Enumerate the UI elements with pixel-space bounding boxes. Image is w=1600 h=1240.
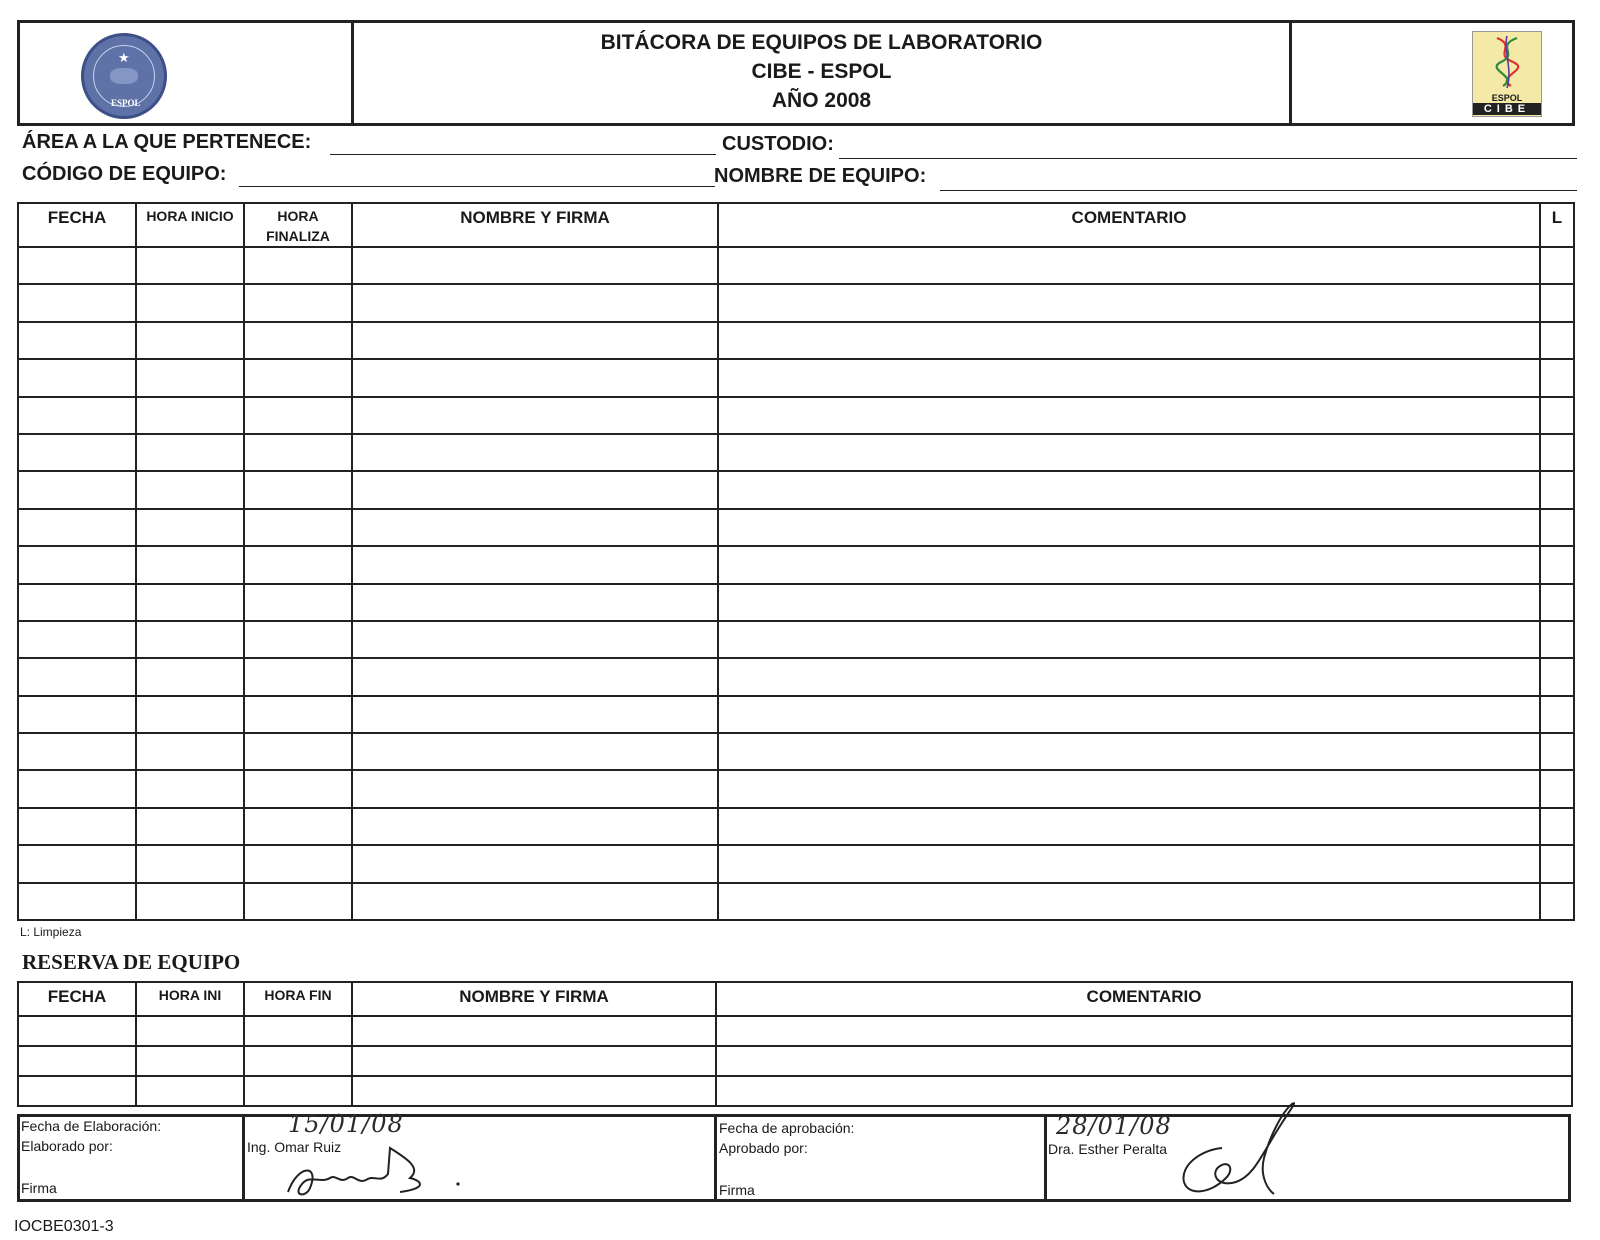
- log-table-cell[interactable]: [136, 509, 244, 546]
- log-table-cell[interactable]: [136, 696, 244, 733]
- log-table-cell[interactable]: [18, 845, 136, 882]
- log-table-cell[interactable]: [1540, 845, 1574, 882]
- log-table-cell[interactable]: [718, 696, 1540, 733]
- cibe-logo-text-bottom: CIBE: [1473, 103, 1541, 115]
- log-table-row: [18, 284, 1574, 321]
- log-table-cell[interactable]: [18, 696, 136, 733]
- approval-divider-3: [1044, 1114, 1047, 1202]
- reservation-table-cell[interactable]: [352, 1016, 716, 1046]
- log-table-cell[interactable]: [244, 696, 352, 733]
- log-table-cell[interactable]: [136, 658, 244, 695]
- log-table-cell[interactable]: [244, 770, 352, 807]
- firma-label-right: Firma: [719, 1182, 755, 1198]
- star-icon: ★: [118, 50, 130, 65]
- log-table-row: [18, 509, 1574, 546]
- log-table-cell[interactable]: [1540, 397, 1574, 434]
- col-comentario: COMENTARIO: [718, 203, 1540, 247]
- log-table-cell[interactable]: [718, 509, 1540, 546]
- log-table-cell[interactable]: [18, 397, 136, 434]
- log-table-cell[interactable]: [718, 845, 1540, 882]
- custodio-label: CUSTODIO:: [722, 133, 834, 155]
- cibe-logo-text-top: ESPOL: [1491, 93, 1523, 103]
- helix-icon: [1473, 32, 1541, 94]
- log-table-cell[interactable]: [352, 284, 718, 321]
- espol-seal-logo: [81, 33, 167, 119]
- reservation-table-row: [18, 1016, 1572, 1046]
- log-table-cell[interactable]: [718, 434, 1540, 471]
- codigo-field[interactable]: [239, 164, 715, 187]
- log-table-cell[interactable]: [718, 284, 1540, 321]
- log-table-cell[interactable]: [136, 284, 244, 321]
- log-table-cell[interactable]: [352, 509, 718, 546]
- log-table-row: [18, 658, 1574, 695]
- log-table-cell[interactable]: [1540, 322, 1574, 359]
- log-table-cell[interactable]: [244, 658, 352, 695]
- log-table-cell[interactable]: [1540, 471, 1574, 508]
- reservation-table-cell[interactable]: [18, 1016, 136, 1046]
- log-table-cell[interactable]: [18, 883, 136, 920]
- elaborado-por-label: Elaborado por:: [21, 1138, 113, 1154]
- log-table-cell[interactable]: [718, 808, 1540, 845]
- log-table-cell[interactable]: [18, 658, 136, 695]
- log-table-cell[interactable]: [244, 808, 352, 845]
- aprobado-por-value: Dra. Esther Peralta: [1048, 1141, 1168, 1157]
- reservation-table-row: [18, 1046, 1572, 1076]
- reservation-table-body: [18, 1016, 1572, 1106]
- log-header-row: [18, 203, 1574, 247]
- reservation-table-cell[interactable]: [352, 1046, 716, 1076]
- log-table-cell[interactable]: [1540, 696, 1574, 733]
- reservation-table-cell[interactable]: [18, 1046, 136, 1076]
- reservation-table-cell[interactable]: [716, 1046, 1572, 1076]
- log-table-cell[interactable]: [244, 322, 352, 359]
- reservation-table-cell[interactable]: [136, 1016, 244, 1046]
- log-table-row: [18, 845, 1574, 882]
- log-table-row: [18, 770, 1574, 807]
- log-table-cell[interactable]: [18, 733, 136, 770]
- log-table-cell[interactable]: [136, 247, 244, 284]
- elaborado-por-value: Ing. Omar Ruiz: [247, 1139, 342, 1155]
- log-table-cell[interactable]: [18, 284, 136, 321]
- log-table-cell[interactable]: [1540, 509, 1574, 546]
- fecha-elaboracion-value: 15/01/08: [288, 1110, 404, 1138]
- log-table-row: [18, 733, 1574, 770]
- log-table-cell[interactable]: [718, 733, 1540, 770]
- log-table-cell[interactable]: [136, 808, 244, 845]
- reservation-table-cell[interactable]: [18, 1076, 136, 1106]
- approval-divider-2: [714, 1114, 717, 1202]
- reservation-table-cell[interactable]: [136, 1046, 244, 1076]
- custodio-field[interactable]: [839, 134, 1577, 159]
- log-table-cell[interactable]: [136, 733, 244, 770]
- res-col-fecha: FECHA: [18, 982, 136, 1016]
- log-table-cell[interactable]: [718, 359, 1540, 396]
- log-table-cell[interactable]: [352, 658, 718, 695]
- log-table-cell[interactable]: [244, 471, 352, 508]
- log-table-cell[interactable]: [352, 546, 718, 583]
- reservation-table-cell[interactable]: [244, 1016, 352, 1046]
- log-table-row: [18, 471, 1574, 508]
- log-table-cell[interactable]: [1540, 658, 1574, 695]
- col-fecha: FECHA: [18, 203, 136, 247]
- reservation-table-cell[interactable]: [352, 1076, 716, 1106]
- log-table-cell[interactable]: [244, 284, 352, 321]
- signature-left: [280, 1144, 480, 1204]
- fecha-elaboracion-label: Fecha de Elaboración:: [21, 1118, 162, 1134]
- log-table-row: [18, 359, 1574, 396]
- aprobado-por-label: Aprobado por:: [719, 1140, 808, 1156]
- reservation-table-cell[interactable]: [716, 1016, 1572, 1046]
- log-table-cell[interactable]: [1540, 808, 1574, 845]
- log-table-cell[interactable]: [352, 733, 718, 770]
- log-table-cell[interactable]: [18, 247, 136, 284]
- log-table-cell[interactable]: [18, 546, 136, 583]
- log-table-cell[interactable]: [136, 546, 244, 583]
- reservation-table-row: [18, 1076, 1572, 1106]
- approval-divider-1: [242, 1114, 245, 1202]
- reservation-table-cell[interactable]: [244, 1076, 352, 1106]
- col-hora-inicio: HORA INICIO: [136, 203, 244, 247]
- log-table-cell[interactable]: [18, 621, 136, 658]
- log-table-cell[interactable]: [718, 546, 1540, 583]
- log-table-cell[interactable]: [18, 434, 136, 471]
- log-table-cell[interactable]: [1540, 284, 1574, 321]
- log-table-cell[interactable]: [352, 397, 718, 434]
- log-table-cell[interactable]: [1540, 247, 1574, 284]
- log-table-cell[interactable]: [136, 322, 244, 359]
- log-table-cell[interactable]: [352, 845, 718, 882]
- log-table-row: [18, 584, 1574, 621]
- log-table-cell[interactable]: [352, 584, 718, 621]
- log-table-cell[interactable]: [244, 247, 352, 284]
- log-table-row: [18, 322, 1574, 359]
- log-table-cell[interactable]: [244, 434, 352, 471]
- log-table-cell[interactable]: [1540, 770, 1574, 807]
- nombre-equipo-field[interactable]: [940, 166, 1577, 191]
- reservation-title: RESERVA DE EQUIPO: [22, 950, 241, 974]
- log-table-cell[interactable]: [244, 621, 352, 658]
- log-table-cell[interactable]: [18, 471, 136, 508]
- log-table-cell[interactable]: [352, 808, 718, 845]
- reservation-table-cell[interactable]: [716, 1076, 1572, 1106]
- log-table-cell[interactable]: [352, 770, 718, 807]
- log-table-row: [18, 434, 1574, 471]
- log-table-row: [18, 808, 1574, 845]
- area-label: ÁREA A LA QUE PERTENECE:: [22, 131, 312, 153]
- log-table-cell[interactable]: [136, 471, 244, 508]
- log-table-cell[interactable]: [718, 883, 1540, 920]
- fecha-aprobacion-value: 28/01/08: [1056, 1112, 1172, 1140]
- log-table-cell[interactable]: [1540, 883, 1574, 920]
- log-table-cell[interactable]: [18, 509, 136, 546]
- res-col-comentario: COMENTARIO: [716, 982, 1572, 1016]
- firma-label-left: Firma: [21, 1180, 57, 1196]
- log-table-cell[interactable]: [18, 322, 136, 359]
- log-table-cell[interactable]: [136, 359, 244, 396]
- reservation-header-row: [18, 982, 1572, 1016]
- res-col-hora-ini: HORA INI: [136, 982, 244, 1016]
- log-table-cell[interactable]: [244, 359, 352, 396]
- limpieza-legend: L: Limpieza: [20, 925, 82, 939]
- log-table-cell[interactable]: [718, 770, 1540, 807]
- title-line-2: CIBE - ESPOL: [751, 60, 892, 83]
- log-table-cell[interactable]: [718, 397, 1540, 434]
- log-table-cell[interactable]: [352, 621, 718, 658]
- log-table-cell[interactable]: [1540, 546, 1574, 583]
- log-table-cell[interactable]: [136, 883, 244, 920]
- col-hora-finaliza: HORA FINALIZA: [244, 203, 352, 247]
- log-table-cell[interactable]: [18, 584, 136, 621]
- equipment-log-table: [17, 202, 1575, 921]
- log-table-body: [18, 247, 1574, 920]
- log-table-cell[interactable]: [244, 509, 352, 546]
- title-line-3: AÑO 2008: [771, 89, 872, 112]
- log-table-cell[interactable]: [1540, 584, 1574, 621]
- log-table-cell[interactable]: [352, 696, 718, 733]
- nombre-equipo-label: NOMBRE DE EQUIPO:: [714, 165, 927, 187]
- res-col-hora-fin: HORA FIN: [244, 982, 352, 1016]
- log-table-cell[interactable]: [718, 621, 1540, 658]
- seal-text: ESPOL: [111, 98, 141, 108]
- log-table-row: [18, 397, 1574, 434]
- log-table-cell[interactable]: [136, 770, 244, 807]
- log-table-cell[interactable]: [18, 808, 136, 845]
- col-limpieza: L: [1540, 203, 1574, 247]
- log-table-cell[interactable]: [1540, 621, 1574, 658]
- log-table-cell[interactable]: [718, 247, 1540, 284]
- log-table-cell[interactable]: [18, 359, 136, 396]
- res-col-nombre-firma: NOMBRE Y FIRMA: [352, 982, 716, 1016]
- signature-right: [1170, 1096, 1320, 1206]
- log-table-cell[interactable]: [718, 584, 1540, 621]
- header-divider-right: [1289, 20, 1292, 126]
- cibe-logo: [1472, 31, 1542, 117]
- page-title: [354, 28, 1289, 115]
- log-table-row: [18, 883, 1574, 920]
- log-table-cell[interactable]: [352, 322, 718, 359]
- log-table-cell[interactable]: [136, 434, 244, 471]
- log-table-cell[interactable]: [718, 658, 1540, 695]
- log-table-cell[interactable]: [244, 546, 352, 583]
- reservation-table-cell[interactable]: [244, 1046, 352, 1076]
- log-table-cell[interactable]: [136, 584, 244, 621]
- area-field[interactable]: [330, 132, 716, 155]
- log-table-cell[interactable]: [244, 584, 352, 621]
- log-table-cell[interactable]: [352, 471, 718, 508]
- log-table-cell[interactable]: [244, 845, 352, 882]
- log-table-cell[interactable]: [352, 359, 718, 396]
- log-table-cell[interactable]: [244, 733, 352, 770]
- log-table-cell[interactable]: [244, 883, 352, 920]
- document-code: IOCBE0301-3: [14, 1218, 114, 1235]
- log-table-row: [18, 621, 1574, 658]
- log-table-cell[interactable]: [244, 397, 352, 434]
- log-table-cell[interactable]: [1540, 359, 1574, 396]
- title-line-1: BITÁCORA DE EQUIPOS DE LABORATORIO: [600, 31, 1043, 54]
- log-table-cell[interactable]: [1540, 434, 1574, 471]
- log-table-row: [18, 546, 1574, 583]
- log-table-cell[interactable]: [136, 845, 244, 882]
- codigo-label: CÓDIGO DE EQUIPO:: [22, 163, 227, 185]
- log-table-cell[interactable]: [136, 397, 244, 434]
- log-table-row: [18, 696, 1574, 733]
- reservation-table-cell[interactable]: [136, 1076, 244, 1106]
- log-table-cell[interactable]: [18, 770, 136, 807]
- fecha-aprobacion-label: Fecha de aprobación:: [719, 1120, 855, 1136]
- log-table-cell[interactable]: [136, 621, 244, 658]
- log-table-cell[interactable]: [352, 434, 718, 471]
- log-table-cell[interactable]: [352, 247, 718, 284]
- reservation-table: [17, 981, 1573, 1107]
- log-table-cell[interactable]: [718, 322, 1540, 359]
- col-nombre-firma: NOMBRE Y FIRMA: [352, 203, 718, 247]
- log-table-cell[interactable]: [1540, 733, 1574, 770]
- log-table-row: [18, 247, 1574, 284]
- log-table-cell[interactable]: [718, 471, 1540, 508]
- log-table-cell[interactable]: [352, 883, 718, 920]
